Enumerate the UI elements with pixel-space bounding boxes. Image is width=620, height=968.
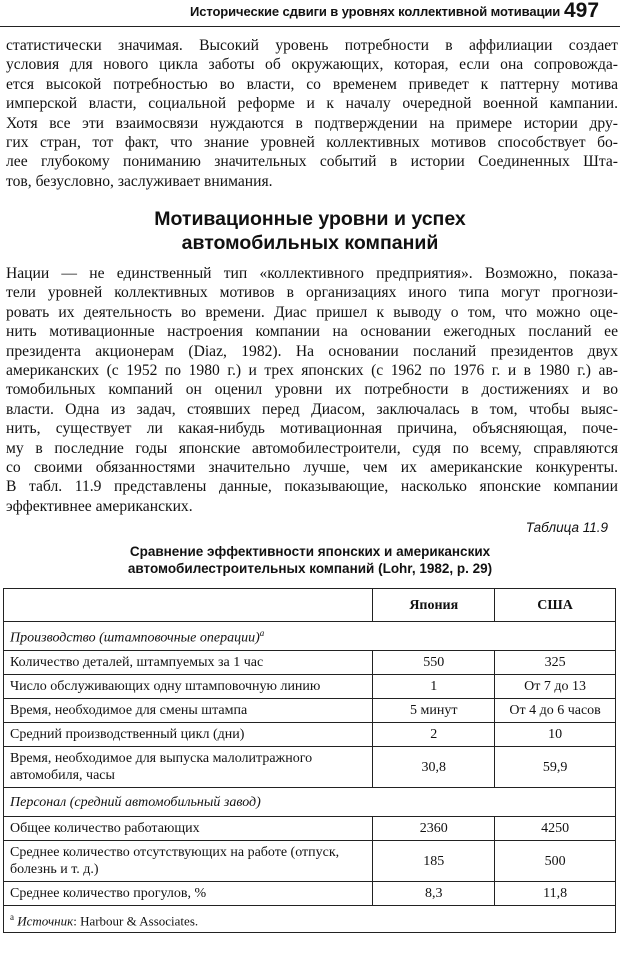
value-japan: 2360 <box>373 817 495 841</box>
comparison-table <box>3 588 616 933</box>
text-line: лее глубокому пониманию значительных событий в истории Соединенных Шта- <box>6 153 618 171</box>
value-usa: От 4 до 6 часов <box>495 699 616 723</box>
table-caption <box>0 543 620 577</box>
text-line: ровать их деятельность во времени. Диас пришел к выводу о том, что можно оце- <box>6 303 618 321</box>
text-line: томобильных компаний он оценил уровни их потребности в достижениях и во <box>6 381 618 399</box>
text-line: статистически значимая. Высокий уровень потребности в аффилиации создает <box>6 37 618 54</box>
section-label-text: Производство (штамповочные операции) <box>10 630 260 646</box>
text-line: В табл. 11.9 представлены данные, показывающие, насколько японские компании <box>6 478 618 496</box>
footnote-marker: а <box>259 628 265 639</box>
section-heading <box>0 207 620 255</box>
text-line: гих стран, тот факт, что знание уровней коллективных мотивов способствует бо- <box>6 134 618 152</box>
text-line: имперской власти, социальной реформе и к началу очередной военной кампании. <box>6 95 618 113</box>
column-header-japan: Япония <box>373 589 495 622</box>
footnote-text: : Harbour & Associates. <box>73 913 199 929</box>
row-label: Время, необходимое для выпуска малолитражного автомобиля, часы <box>4 747 373 788</box>
text-line: эффективнее американских. <box>6 497 193 515</box>
row-label: Среднее количество отсутствующих на работе (отпуск, болезнь и т. д.) <box>4 841 373 882</box>
value-usa: 11,8 <box>495 882 616 906</box>
text-line: Хотя все эти взаимосвязи нуждаются в подтверждении на примере истории дру- <box>6 114 618 132</box>
text-line: нить мотивационные настроения компании на основании ежегодных посланий ее <box>6 323 618 341</box>
value-usa: 4250 <box>495 817 616 841</box>
text-line: Нации — не единственный тип «коллективного предприятия». Возможно, показа- <box>6 265 618 282</box>
footnote-source-label: Источник <box>17 913 74 929</box>
table-row <box>4 841 616 882</box>
table-row <box>4 675 616 699</box>
table-footnote <box>4 906 616 933</box>
text-line: ется высокой потребностью во власти, со временем приведет к паттерну мотива <box>6 75 618 93</box>
table-row <box>4 699 616 723</box>
table-footnote-row <box>4 906 616 933</box>
text-line: президента акционерам (Diaz, 1982). На основании посланий президентов двух <box>6 342 618 360</box>
value-japan: 550 <box>373 651 495 675</box>
value-usa: 325 <box>495 651 616 675</box>
table-row <box>4 882 616 906</box>
running-title: Исторические сдвиги в уровнях коллективной мотивации <box>190 4 561 19</box>
row-label: Общее количество работающих <box>4 817 373 841</box>
column-header-empty <box>4 589 373 622</box>
running-header <box>0 0 620 27</box>
value-usa: 10 <box>495 723 616 747</box>
page-number: 497 <box>564 0 600 22</box>
row-label: Количество деталей, штампуемых за 1 час <box>4 651 373 675</box>
row-label: Время, необходимое для смены штампа <box>4 699 373 723</box>
text-line: условия для нового цикла заботы об окружающих, которая, если она сопровожда- <box>6 56 618 74</box>
section-heading-line: Мотивационные уровни и успех <box>154 208 466 230</box>
table-caption-line: автомобилестроительных компаний (Lohr, 1982, p. 29) <box>127 561 493 576</box>
value-japan: 30,8 <box>373 747 495 788</box>
value-japan: 8,3 <box>373 882 495 906</box>
value-japan: 5 минут <box>373 699 495 723</box>
table-caption-line: Сравнение эффективности японских и американских <box>129 544 491 559</box>
value-japan: 2 <box>373 723 495 747</box>
column-header-usa: США <box>495 589 616 622</box>
table-section-row <box>4 788 616 817</box>
text-line: американских (с 1952 по 1980 г.) и трех японских (с 1962 по 1976 г. и в 1980 г.) ав- <box>6 362 618 380</box>
table-row <box>4 723 616 747</box>
row-label: Среднее количество прогулов, % <box>4 882 373 906</box>
text-line: со своими обязанностями значительно лучше, чем их американские конкуренты. <box>6 459 618 477</box>
table-row <box>4 817 616 841</box>
table-row <box>4 747 616 788</box>
section-heading-line: автомобильных компаний <box>181 232 439 254</box>
row-label: Средний производственный цикл (дни) <box>4 723 373 747</box>
paragraph-continued <box>6 36 618 191</box>
footnote-marker: а <box>10 912 14 922</box>
table-header-row <box>4 589 616 622</box>
value-usa: 500 <box>495 841 616 882</box>
text-line: му в последние годы японские автомобилестроители, судя по всему, справляются <box>6 439 618 457</box>
paragraph-body <box>6 264 618 516</box>
text-line: тов, безусловно, заслуживает внимания. <box>6 172 273 190</box>
value-usa: 59,9 <box>495 747 616 788</box>
text-line: власти. Одна из задач, стоявших перед Диасом, заключалась в том, чтобы выяс- <box>6 400 618 418</box>
value-japan: 1 <box>373 675 495 699</box>
table-label: Таблица 11.9 <box>525 520 608 535</box>
section-label <box>4 622 616 651</box>
table-row <box>4 651 616 675</box>
section-label: Персонал (средний автомобильный завод) <box>4 788 616 817</box>
text-line: нить, существует ли какая-нибудь мотивационная причина, объясняющая, поче- <box>6 420 618 438</box>
row-label: Число обслуживающих одну штамповочную линию <box>4 675 373 699</box>
value-japan: 185 <box>373 841 495 882</box>
value-usa: От 7 до 13 <box>495 675 616 699</box>
text-line: тели уровней коллективных мотивов в организациях иного типа могут прогнози- <box>6 284 618 302</box>
table-section-row <box>4 622 616 651</box>
